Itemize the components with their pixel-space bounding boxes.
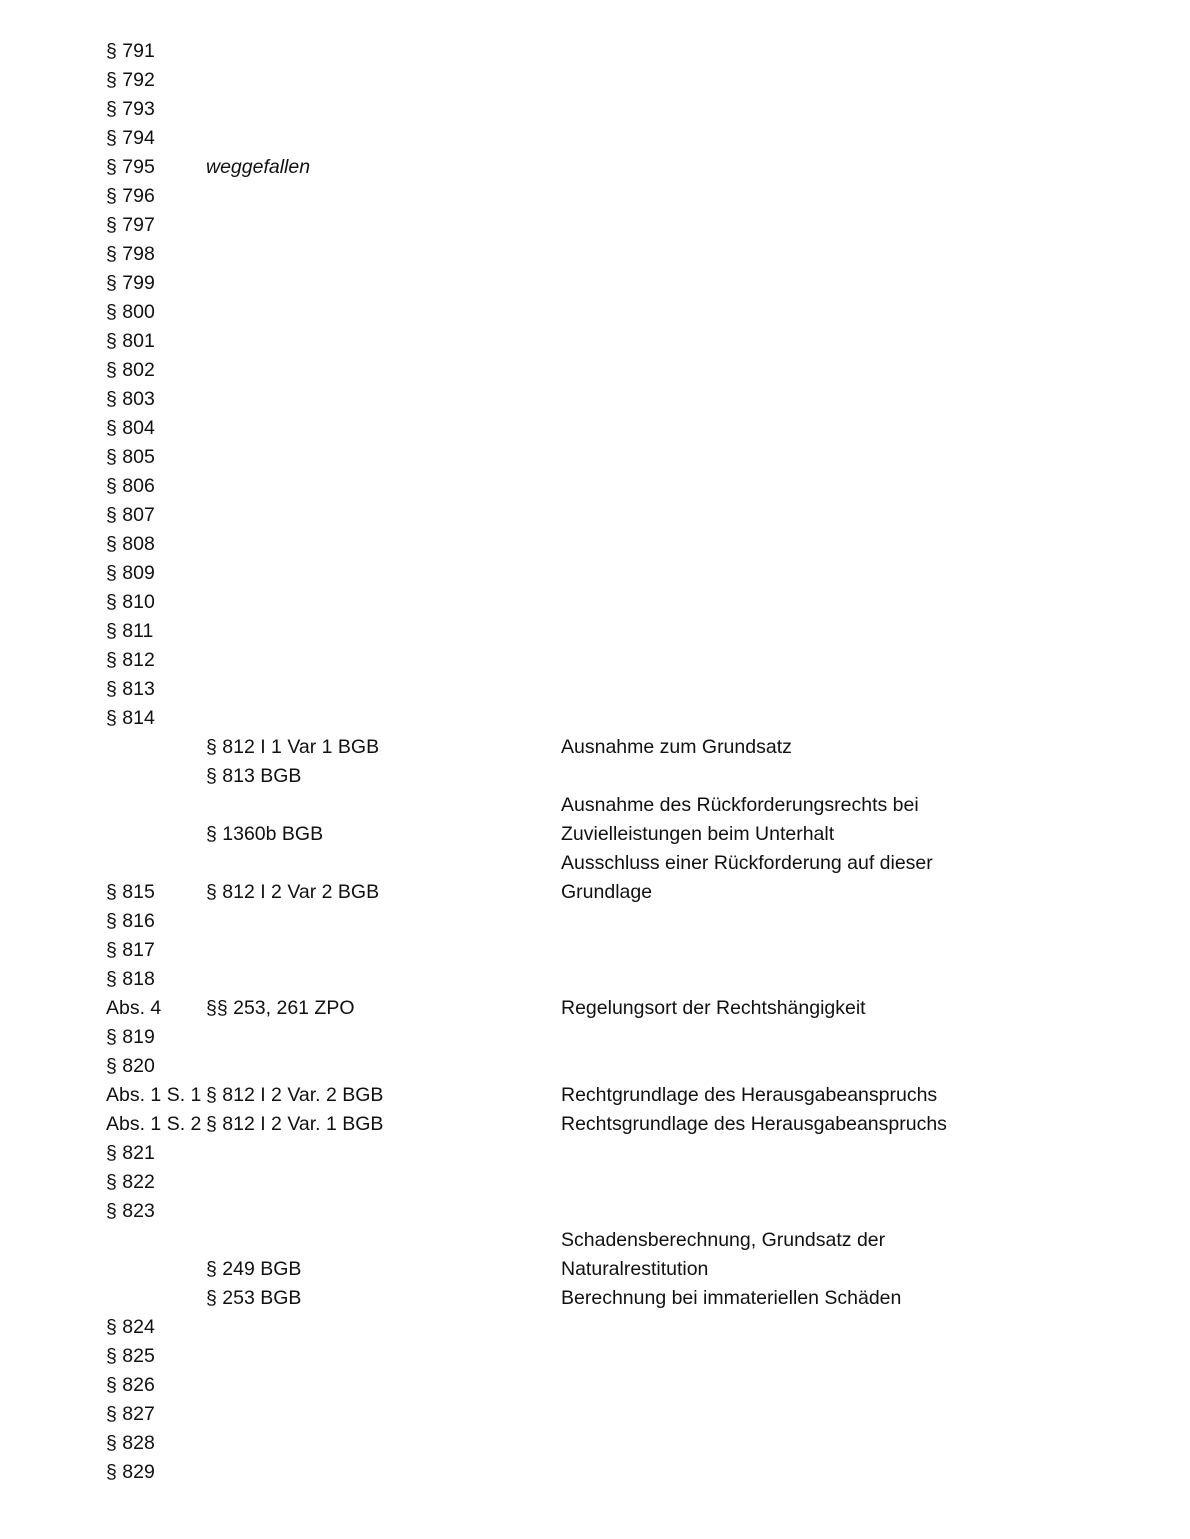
table-row [106, 66, 1006, 95]
paragraph-number: § 816 [106, 910, 155, 932]
reference-cell: weggefallen [206, 156, 311, 178]
description-cell [561, 791, 981, 849]
table-row [106, 472, 1006, 501]
table-row [106, 588, 1006, 617]
table-row [106, 762, 1006, 791]
paragraph-number: § 805 [106, 446, 155, 468]
table-row [106, 617, 1006, 646]
description-cell [561, 849, 981, 907]
reference-cell: § 1360b BGB [206, 823, 324, 845]
table-row [106, 37, 1006, 66]
paragraph-number: § 793 [106, 98, 155, 120]
table-row [106, 559, 1006, 588]
table-row [106, 1458, 1006, 1487]
table-row [106, 849, 1006, 907]
paragraph-number: § 829 [106, 1461, 155, 1483]
table-row [106, 1081, 1006, 1110]
table-row [106, 936, 1006, 965]
description-line: Ausnahme des Rückforderungsrechts bei [561, 794, 919, 816]
reference-cell: § 812 I 2 Var. 1 BGB [206, 1113, 384, 1135]
table-row [106, 733, 1006, 762]
description-line: Ausnahme zum Grundsatz [561, 736, 792, 758]
paragraph-number: § 807 [106, 504, 155, 526]
table-row [106, 1052, 1006, 1081]
table-row [106, 1342, 1006, 1371]
table-row [106, 965, 1006, 994]
table-row [106, 443, 1006, 472]
table-row [106, 356, 1006, 385]
paragraph-number: § 797 [106, 214, 155, 236]
table-row [106, 646, 1006, 675]
description-cell [561, 1081, 981, 1110]
paragraph-number: § 818 [106, 968, 155, 990]
reference-cell: § 812 I 2 Var. 2 BGB [206, 1084, 384, 1106]
paragraph-number: § 813 [106, 678, 155, 700]
paragraph-number: § 795 [106, 156, 155, 178]
paragraph-number: § 826 [106, 1374, 155, 1396]
table-row [106, 530, 1006, 559]
reference-cell: § 812 I 1 Var 1 BGB [206, 736, 380, 758]
paragraph-number: § 796 [106, 185, 155, 207]
paragraph-number: Abs. 4 [106, 997, 162, 1019]
paragraph-number: § 794 [106, 127, 155, 149]
description-line: Naturalrestitution [561, 1258, 709, 1280]
table-row [106, 704, 1006, 733]
paragraph-number: § 798 [106, 243, 155, 265]
paragraph-number: § 822 [106, 1171, 155, 1193]
table-row [106, 414, 1006, 443]
table-row [106, 907, 1006, 936]
reference-cell: § 249 BGB [206, 1258, 302, 1280]
table-row [106, 269, 1006, 298]
paragraph-number: § 819 [106, 1026, 155, 1048]
reference-cell: §§ 253, 261 ZPO [206, 997, 355, 1019]
paragraph-number: § 814 [106, 707, 155, 729]
table-row [106, 298, 1006, 327]
reference-cell: § 813 BGB [206, 765, 302, 787]
paragraph-number: § 815 [106, 881, 155, 903]
table-row [106, 1168, 1006, 1197]
paragraph-number: § 827 [106, 1403, 155, 1425]
paragraph-number: § 810 [106, 591, 155, 613]
description-line: Rechtgrundlage des Herausgabeanspruchs [561, 1084, 938, 1106]
description-line: Schadensberechnung, Grundsatz der [561, 1229, 886, 1251]
table-row [106, 124, 1006, 153]
description-line: Regelungsort der Rechtshängigkeit [561, 997, 866, 1019]
paragraph-number: § 802 [106, 359, 155, 381]
paragraph-number: § 800 [106, 301, 155, 323]
table-row [106, 153, 1006, 182]
paragraph-number: § 801 [106, 330, 155, 352]
paragraph-number: § 820 [106, 1055, 155, 1077]
table-row [106, 385, 1006, 414]
paragraph-number: § 811 [106, 620, 154, 642]
paragraph-number: § 825 [106, 1345, 155, 1367]
table-row [106, 182, 1006, 211]
table-row [106, 1023, 1006, 1052]
table-row [106, 1197, 1006, 1226]
description-line: Rechtsgrundlage des Herausgabeanspruchs [561, 1113, 947, 1135]
paragraph-number: § 804 [106, 417, 155, 439]
description-cell [561, 1284, 981, 1313]
table-row [106, 994, 1006, 1023]
description-line: Berechnung bei immateriellen Schäden [561, 1287, 902, 1309]
paragraph-number: § 808 [106, 533, 155, 555]
table-row [106, 327, 1006, 356]
table-row [106, 1139, 1006, 1168]
description-cell [561, 994, 981, 1023]
table-row [106, 1371, 1006, 1400]
table-row [106, 501, 1006, 530]
description-cell [561, 1226, 981, 1284]
table-row [106, 1110, 1006, 1139]
paragraph-number: § 824 [106, 1316, 155, 1338]
description-cell [561, 733, 981, 762]
paragraph-number: Abs. 1 S. 2 [106, 1113, 202, 1135]
paragraph-number: Abs. 1 S. 1 [106, 1084, 202, 1106]
table-row [106, 1400, 1006, 1429]
paragraph-number: § 828 [106, 1432, 155, 1454]
table-row [106, 1226, 1006, 1284]
paragraph-number: § 823 [106, 1200, 155, 1222]
paragraph-number: § 821 [106, 1142, 155, 1164]
table-row [106, 791, 1006, 849]
description-line: Grundlage [561, 881, 653, 903]
paragraph-number: § 812 [106, 649, 155, 671]
description-line: Ausschluss einer Rückforderung auf dieser [561, 852, 933, 874]
table-row [106, 1429, 1006, 1458]
table-row [106, 1284, 1006, 1313]
paragraph-number: § 806 [106, 475, 155, 497]
paragraph-number: § 803 [106, 388, 155, 410]
table-row [106, 211, 1006, 240]
paragraph-number: § 809 [106, 562, 155, 584]
description-cell [561, 1110, 981, 1139]
paragraph-number: § 817 [106, 939, 155, 961]
paragraph-number: § 791 [106, 40, 155, 62]
paragraph-number: § 799 [106, 272, 155, 294]
paragraph-number: § 792 [106, 69, 155, 91]
reference-cell: § 812 I 2 Var 2 BGB [206, 881, 380, 903]
table-row [106, 95, 1006, 124]
table-row [106, 1313, 1006, 1342]
table-row [106, 240, 1006, 269]
paragraph-table [106, 37, 1006, 1487]
reference-cell: § 253 BGB [206, 1287, 302, 1309]
description-line: Zuvielleistungen beim Unterhalt [561, 823, 835, 845]
table-row [106, 675, 1006, 704]
